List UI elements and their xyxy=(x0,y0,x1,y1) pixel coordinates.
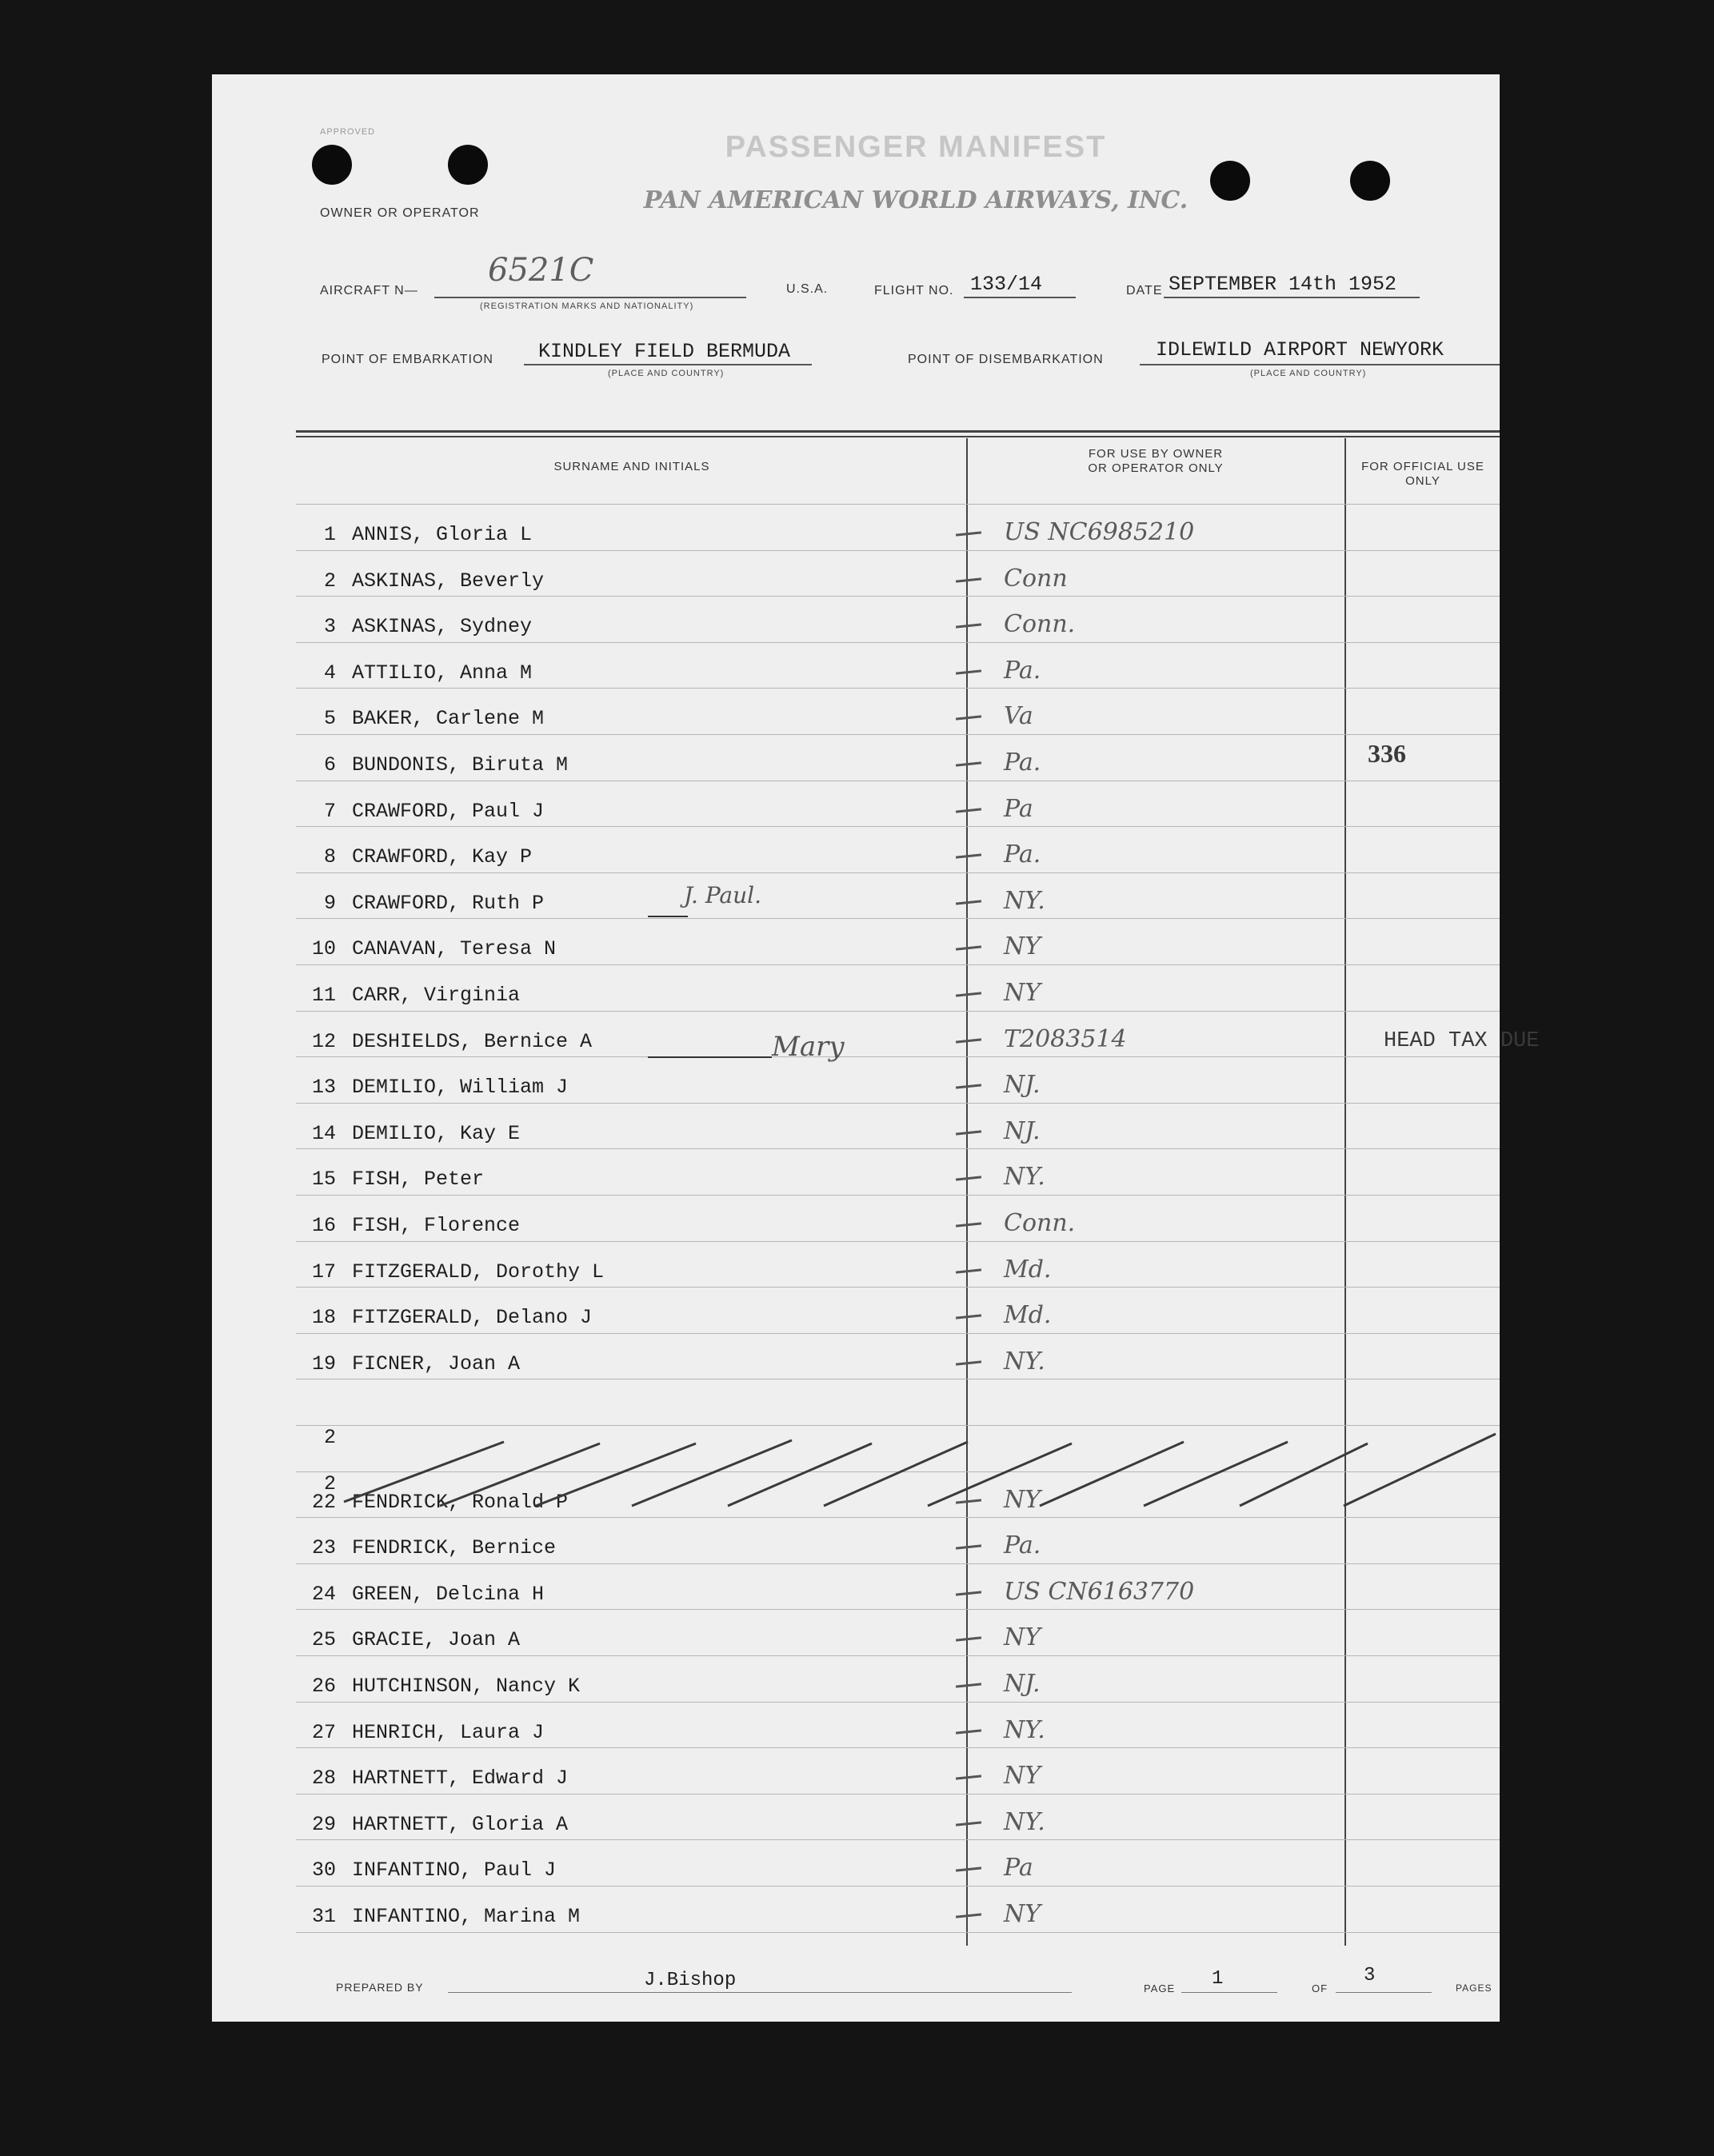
official-note: HEAD TAX DUE xyxy=(1384,1029,1540,1053)
passenger-row xyxy=(296,1333,1500,1379)
strike-kay xyxy=(648,916,688,917)
passenger-row xyxy=(296,1517,1500,1563)
passenger-row xyxy=(296,826,1500,872)
passenger-name: FITZGERALD, Delano J xyxy=(352,1306,593,1329)
row-number: 26 xyxy=(311,1675,336,1698)
embarkation-label: POINT OF EMBARKATION xyxy=(322,353,493,366)
header-rule xyxy=(296,430,1500,433)
header-rule xyxy=(296,436,1500,437)
disembarkation-sublabel: (PLACE AND COUNTRY) xyxy=(1250,369,1367,378)
check-dash xyxy=(956,1775,981,1779)
passenger-name: ATTILIO, Anna M xyxy=(352,661,533,685)
flight-date: SEPTEMBER 14th 1952 xyxy=(1169,273,1397,296)
surname-header: SURNAME AND INITIALS xyxy=(553,460,710,473)
row-number: 13 xyxy=(311,1076,336,1099)
row-number: 5 xyxy=(323,707,336,730)
operator-note: Pa. xyxy=(1004,840,1041,868)
operator-note: Conn. xyxy=(1004,610,1076,638)
passenger-row xyxy=(296,1241,1500,1287)
passenger-name: DEMILIO, Kay E xyxy=(352,1122,521,1145)
operator-note: Pa xyxy=(1004,1854,1033,1882)
operator-note: NY xyxy=(1004,1486,1041,1514)
operator-note: NJ. xyxy=(1004,1071,1041,1099)
row-number: 22 xyxy=(311,1491,336,1514)
operator-note: Pa xyxy=(1004,795,1033,823)
passenger-name: FICNER, Joan A xyxy=(352,1352,521,1375)
punch-hole xyxy=(448,145,488,185)
check-dash xyxy=(956,992,981,996)
row-number: 27 xyxy=(311,1721,336,1744)
row-number: 8 xyxy=(323,845,336,868)
passenger-row xyxy=(296,1794,1500,1839)
passenger-row xyxy=(296,1056,1500,1102)
row-number: 9 xyxy=(323,892,336,915)
check-dash xyxy=(956,761,981,766)
check-dash xyxy=(956,1222,981,1227)
passenger-name: CRAWFORD, Kay P xyxy=(352,845,533,868)
row-number: 3 xyxy=(323,615,336,638)
passenger-row xyxy=(296,504,1500,549)
check-dash xyxy=(956,1176,981,1180)
row-number: 10 xyxy=(311,937,336,960)
flight-label: FLIGHT NO. xyxy=(874,284,954,297)
passenger-name: BAKER, Carlene M xyxy=(352,707,545,730)
operator-note: Pa. xyxy=(1004,657,1041,685)
passenger-row xyxy=(296,872,1500,918)
passenger-row xyxy=(296,1148,1500,1194)
operator-note: NY. xyxy=(1004,1163,1045,1191)
check-dash xyxy=(956,1268,981,1273)
operator-note: Pa. xyxy=(1004,749,1041,777)
owner-use-header-line1: FOR USE BY OWNER xyxy=(1088,447,1224,461)
operator-note: NY. xyxy=(1004,1716,1045,1744)
row-number: 2 xyxy=(323,569,336,593)
page-number: 1 xyxy=(1212,1968,1224,1990)
disembarkation-value: IDLEWILD AIRPORT NEWYORK xyxy=(1156,338,1444,361)
embarkation-sublabel: (PLACE AND COUNTRY) xyxy=(608,369,725,378)
owner-label: OWNER OR OPERATOR xyxy=(320,206,480,220)
manifest-title: PASSENGER MANIFEST xyxy=(725,130,1107,164)
handwritten-correction-row8: J. Paul. xyxy=(684,882,762,908)
row-number: 7 xyxy=(323,800,336,823)
check-dash xyxy=(956,1913,981,1918)
passenger-row xyxy=(296,964,1500,1010)
check-dash xyxy=(956,1729,981,1734)
operator-note: Pa. xyxy=(1004,1531,1041,1559)
row-number: 28 xyxy=(311,1767,336,1790)
check-dash xyxy=(956,669,981,674)
official-header: FOR OFFICIAL USE ONLY xyxy=(1361,460,1484,488)
operator-note: NY xyxy=(1004,932,1041,960)
passenger-row xyxy=(296,918,1500,964)
row-number: 18 xyxy=(311,1306,336,1329)
flight-number: 133/14 xyxy=(970,273,1043,296)
prepared-label: PREPARED BY xyxy=(336,1981,424,1994)
punch-hole xyxy=(1350,161,1390,201)
row-number: 25 xyxy=(311,1628,336,1651)
owner-use-header xyxy=(968,447,1344,476)
operator-note: NY. xyxy=(1004,1348,1045,1375)
row-number: 29 xyxy=(311,1813,336,1836)
check-dash xyxy=(956,1683,981,1687)
page-underline xyxy=(1181,1992,1277,1993)
passenger-name: GRACIE, Joan A xyxy=(352,1628,521,1651)
passenger-name: CRAWFORD, Paul J xyxy=(352,800,545,823)
passenger-row xyxy=(296,1655,1500,1701)
operator-note: NY xyxy=(1004,1623,1041,1651)
check-dash xyxy=(956,1821,981,1826)
passenger-name: DESHIELDS, Bernice A xyxy=(352,1030,593,1053)
check-dash xyxy=(956,531,981,536)
passenger-row xyxy=(296,734,1500,780)
operator-note: NY xyxy=(1004,1762,1041,1790)
passenger-name: FENDRICK, Ronald P xyxy=(352,1491,569,1514)
airline-name: PAN AMERICAN WORLD AIRWAYS, INC. xyxy=(643,186,1189,214)
passenger-name: INFANTINO, Marina M xyxy=(352,1905,581,1928)
passenger-name: ANNIS, Gloria L xyxy=(352,523,533,546)
row-number: 24 xyxy=(311,1583,336,1606)
passenger-row xyxy=(296,1287,1500,1332)
check-dash xyxy=(956,1591,981,1595)
passenger-row xyxy=(296,688,1500,733)
check-dash xyxy=(956,900,981,904)
passenger-name: DEMILIO, William J xyxy=(352,1076,569,1099)
operator-note: Md. xyxy=(1004,1301,1052,1329)
check-dash xyxy=(956,1130,981,1135)
passenger-name: HENRICH, Laura J xyxy=(352,1721,545,1744)
passenger-row xyxy=(296,1195,1500,1240)
passenger-row xyxy=(296,1747,1500,1793)
passenger-row xyxy=(296,1886,1500,1931)
row-number: 11 xyxy=(311,984,336,1007)
row-number: 23 xyxy=(311,1536,336,1559)
passenger-row xyxy=(296,1839,1500,1885)
passenger-name: ASKINAS, Sydney xyxy=(352,615,533,638)
date-label: DATE xyxy=(1126,284,1163,297)
handwritten-correction-row11: Mary xyxy=(772,1031,845,1063)
prepared-underline xyxy=(448,1992,1072,1993)
passenger-row xyxy=(296,1702,1500,1747)
operator-note: NY. xyxy=(1004,887,1045,915)
manifest-sheet xyxy=(212,74,1540,2022)
operator-note: Md. xyxy=(1004,1256,1052,1284)
row-number: 6 xyxy=(323,753,336,777)
aircraft-number: 6521C xyxy=(488,252,594,289)
check-dash xyxy=(956,1544,981,1549)
aircraft-sublabel: (REGISTRATION MARKS AND NATIONALITY) xyxy=(480,301,694,311)
operator-note: Conn. xyxy=(1004,1209,1076,1237)
check-dash xyxy=(956,1867,981,1871)
prepared-by: J.Bishop xyxy=(644,1970,737,1991)
date-underline xyxy=(1164,297,1420,298)
voided-rows xyxy=(296,1426,1500,1517)
passenger-row xyxy=(296,1011,1540,1056)
row-number: 16 xyxy=(311,1214,336,1237)
passenger-name: CANAVAN, Teresa N xyxy=(352,937,557,960)
row-number: 4 xyxy=(323,661,336,685)
passenger-row xyxy=(296,1103,1500,1148)
operator-note: T2083514 xyxy=(1004,1025,1127,1053)
operator-note: US CN6163770 xyxy=(1004,1578,1195,1606)
approved-stamp: APPROVED xyxy=(320,127,376,137)
punch-hole xyxy=(312,145,352,185)
aircraft-label: AIRCRAFT N— xyxy=(320,284,418,297)
strike-virginia xyxy=(648,1056,772,1058)
pages-label: PAGES xyxy=(1456,1982,1492,1994)
passenger-name: HARTNETT, Edward J xyxy=(352,1767,569,1790)
passenger-name: BUNDONIS, Biruta M xyxy=(352,753,569,777)
check-dash xyxy=(956,1084,981,1088)
pages-underline xyxy=(1336,1992,1432,1993)
passenger-name: CRAWFORD, Ruth P xyxy=(352,892,545,915)
row-line xyxy=(296,1932,1500,1933)
voided-row-number: 2 xyxy=(323,1472,336,1495)
passenger-name: GREEN, Delcina H xyxy=(352,1583,545,1606)
passenger-name: HARTNETT, Gloria A xyxy=(352,1813,569,1836)
total-pages: 3 xyxy=(1364,1965,1376,1986)
passenger-row xyxy=(296,550,1500,596)
disembarkation-label: POINT OF DISEMBARKATION xyxy=(908,353,1104,366)
row-number: 14 xyxy=(311,1122,336,1145)
row-number: 31 xyxy=(311,1905,336,1928)
passenger-name: FISH, Florence xyxy=(352,1214,521,1237)
check-dash xyxy=(956,808,981,812)
row-number: 19 xyxy=(311,1352,336,1375)
operator-note: NY xyxy=(1004,1900,1041,1928)
operator-note: Conn xyxy=(1004,565,1068,593)
official-note: 336 xyxy=(1368,739,1406,768)
embarkation-underline xyxy=(524,364,812,365)
check-dash xyxy=(956,945,981,950)
passenger-name: FITZGERALD, Dorothy L xyxy=(352,1260,605,1284)
passenger-row xyxy=(296,1563,1500,1609)
row-number: 15 xyxy=(311,1168,336,1191)
row-number: 1 xyxy=(323,523,336,546)
embarkation-value: KINDLEY FIELD BERMUDA xyxy=(538,340,791,363)
row-number: 12 xyxy=(311,1030,336,1053)
passenger-name: ASKINAS, Beverly xyxy=(352,569,545,593)
passenger-name: INFANTINO, Paul J xyxy=(352,1859,557,1882)
passenger-row xyxy=(296,1609,1500,1655)
country-label: U.S.A. xyxy=(786,282,829,296)
check-dash xyxy=(956,623,981,628)
row-number: 30 xyxy=(311,1859,336,1882)
void-strike-lines xyxy=(296,1426,1500,1517)
operator-note: NY. xyxy=(1004,1808,1045,1836)
check-dash xyxy=(956,577,981,582)
passenger-name: HUTCHINSON, Nancy K xyxy=(352,1675,581,1698)
aircraft-underline xyxy=(434,297,746,298)
passenger-row xyxy=(296,596,1500,641)
passenger-row xyxy=(296,781,1500,826)
check-dash xyxy=(956,1314,981,1319)
operator-note: NY xyxy=(1004,979,1041,1007)
check-dash xyxy=(956,853,981,858)
voided-row-number: 2 xyxy=(323,1426,336,1449)
passenger-name: CARR, Virginia xyxy=(352,984,521,1007)
of-label: OF xyxy=(1312,1982,1328,1994)
flight-underline xyxy=(964,297,1076,298)
passenger-name: FENDRICK, Bernice xyxy=(352,1536,557,1559)
check-dash xyxy=(956,715,981,720)
passenger-row xyxy=(296,642,1500,688)
operator-note: NJ. xyxy=(1004,1670,1041,1698)
operator-note: US NC6985210 xyxy=(1004,518,1195,546)
check-dash xyxy=(956,1636,981,1641)
passenger-name: FISH, Peter xyxy=(352,1168,485,1191)
row-number: 17 xyxy=(311,1260,336,1284)
check-dash xyxy=(956,1038,981,1043)
owner-use-header-line2: OR OPERATOR ONLY xyxy=(1088,461,1224,475)
operator-note: NJ. xyxy=(1004,1117,1041,1145)
check-dash xyxy=(956,1360,981,1365)
disembarkation-underline xyxy=(1140,364,1500,365)
page-label: PAGE xyxy=(1144,1982,1176,1994)
operator-note: Va xyxy=(1004,702,1033,730)
